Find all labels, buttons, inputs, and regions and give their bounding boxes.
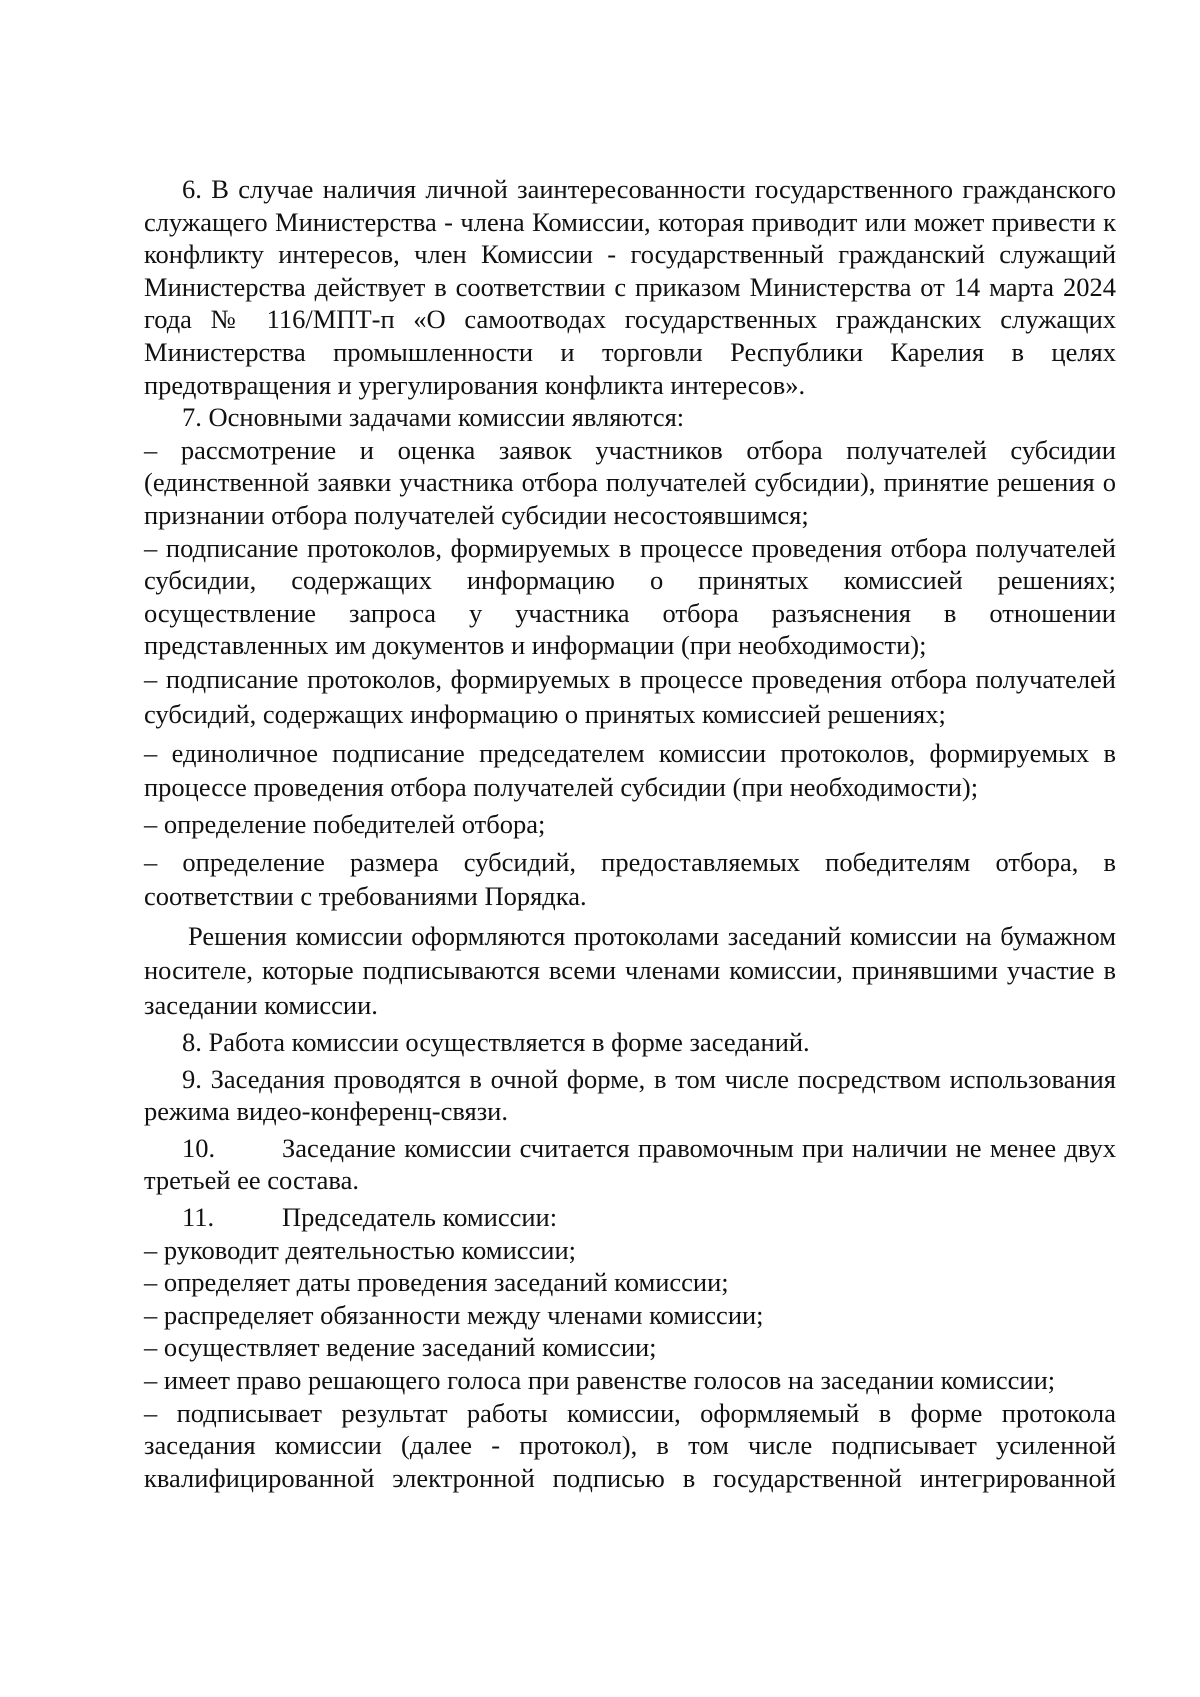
task-item: – подписание протоколов, формируемых в процессе проведения отбора получателей субсидии, содержащих информацию о принятых комиссией решениях; осуществление запроса у участника отбора разъяснения в отношении представленных им документов и информации (при необходимости); <box>144 532 1116 661</box>
paragraph-10-text: Заседание комиссии считается правомочным при наличии не менее двух третьей ее состава. <box>144 1132 1116 1196</box>
task-item: – рассмотрение и оценка заявок участников отбора получателей субсидии (единственной заявки участника отбора получателей субсидии), принятие решения о признании отбора получателей субсидии несостоявшимся; <box>144 434 1116 530</box>
chair-duty-item: – имеет право решающего голоса при равенстве голосов на заседании комиссии; <box>144 1364 1056 1395</box>
paragraph-11-number: 11. <box>182 1201 215 1232</box>
paragraph-9: 9. Заседания проводятся в очной форме, в том числе посредством использования режима видео-конференц-связи. <box>144 1063 1116 1127</box>
document-body <box>144 173 1116 1494</box>
paragraph-7: 7. Основными задачами комиссии являются: <box>182 402 685 433</box>
chair-duty-item: – определяет даты проведения заседаний комиссии; <box>144 1267 729 1298</box>
paragraph-10-number: 10. <box>182 1132 216 1163</box>
paragraph-11 <box>144 1201 1116 1234</box>
chair-duty-item: – осуществляет ведение заседаний комиссии; <box>144 1332 657 1363</box>
chair-duty-item: – распределяет обязанности между членами комиссии; <box>144 1299 764 1330</box>
paragraph-8: 8. Работа комиссии осуществляется в форме заседаний. <box>182 1027 810 1057</box>
paragraph-10 <box>144 1132 1116 1197</box>
task-item: – единоличное подписание председателем комиссии протоколов, формируемых в процессе проведения отбора получателей субсидии (при необходимости); <box>144 737 1116 802</box>
task-item: – определение победителей отбора; <box>144 808 546 839</box>
chair-duty-item: – руководит деятельностью комиссии; <box>144 1234 576 1265</box>
task-item: – определение размера субсидий, предоставляемых победителям отбора, в соответствии с требованиями Порядка. <box>144 846 1116 911</box>
paragraph-11-text: Председатель комиссии: <box>282 1201 558 1232</box>
paragraph-decisions: Решения комиссии оформляются протоколами заседаний комиссии на бумажном носителе, которые подписываются всеми членами комиссии, принявшими участие в заседании комиссии. <box>144 920 1116 1020</box>
task-item: – подписание протоколов, формируемых в процессе проведения отбора получателей субсидий, содержащих информацию о принятых комиссией решениях; <box>144 663 1116 729</box>
paragraph-6: 6. В случае наличия личной заинтересованности государственного гражданского служащего Министерства - члена Комиссии, которая приводит или может привести к конфликту интересов, член Комиссии - государственный гражданский служащий Министерства действует в соответствии с приказом Министерства от 14 марта 2024 года № 116/МПТ-п «О самоотводах государственных гражданских служащих Министерства промышленности и торговли Республики Карелия в целях предотвращения и урегулирования конфликта интересов». <box>144 174 1116 400</box>
chair-duty-item: – подписывает результат работы комиссии, оформляемый в форме протокола заседания комиссии (далее - протокол), в том числе подписывает усиленной квалифицированной электронной подписью в государственной интегрированной <box>144 1397 1116 1493</box>
